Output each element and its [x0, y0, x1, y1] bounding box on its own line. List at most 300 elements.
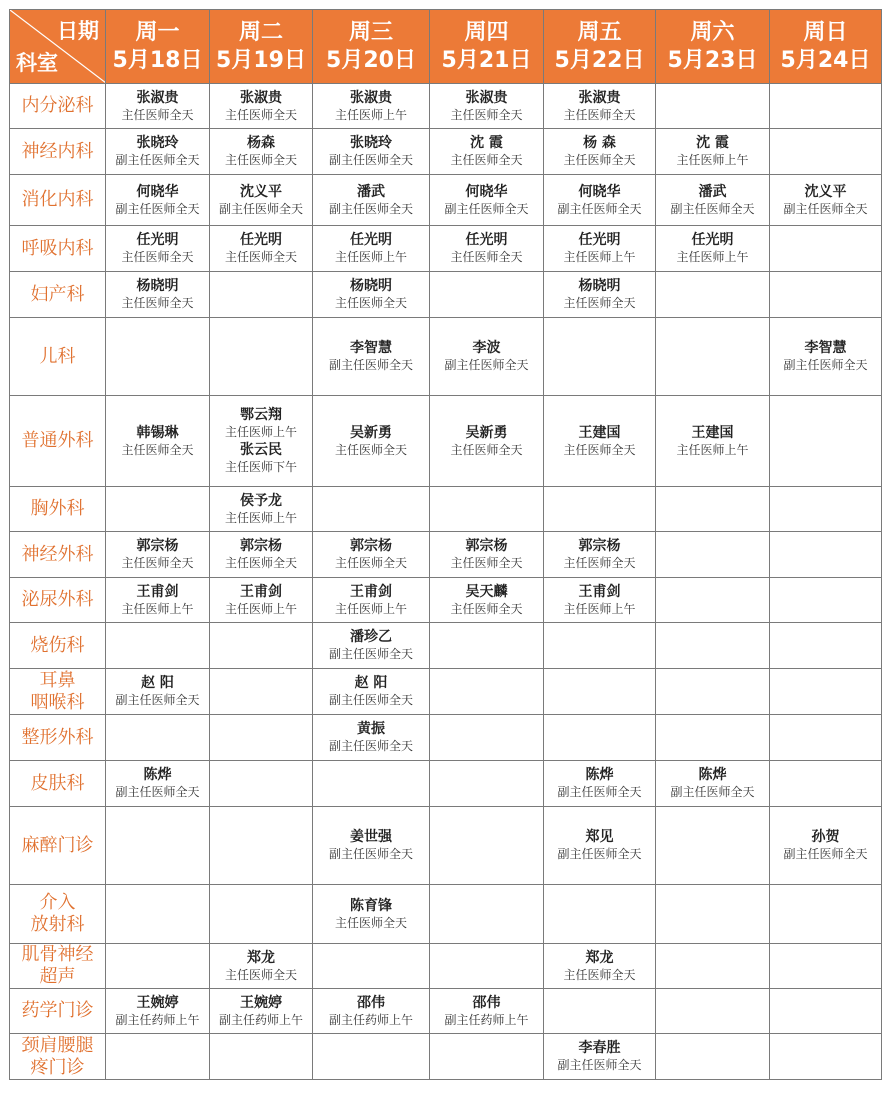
doctor-name: 沈 霞 — [470, 135, 503, 151]
weekday-label: 周二 — [238, 19, 283, 45]
schedule-cell — [106, 715, 210, 761]
doctor-name: 郭宗杨 — [136, 538, 179, 554]
schedule-cell — [106, 578, 210, 623]
schedule-cell — [430, 807, 544, 885]
department-name: 普通外科 — [21, 430, 94, 451]
schedule-cell — [770, 989, 882, 1034]
doctor-entry — [106, 277, 209, 312]
doctor-title: 主任医师全天 — [334, 296, 407, 310]
schedule-cell — [106, 669, 210, 715]
schedule-cell — [656, 175, 770, 226]
doctor-entry — [770, 828, 881, 863]
schedule-cell — [430, 715, 544, 761]
dept-label: 科室 — [16, 51, 58, 75]
doctor-entry — [313, 628, 429, 663]
schedule-cell — [430, 989, 544, 1034]
date-value: 5月18日 — [112, 47, 203, 73]
department-cell — [10, 532, 106, 578]
table-row — [10, 272, 882, 318]
schedule-cell — [544, 944, 656, 989]
schedule-cell — [656, 318, 770, 396]
doctor-name: 鄂云翔 — [240, 407, 282, 423]
department-cell — [10, 226, 106, 272]
department-name: 皮肤科 — [30, 772, 85, 794]
doctor-name: 王甫剑 — [240, 583, 282, 600]
doctor-title: 副主任医师全天 — [557, 847, 642, 861]
doctor-name: 吴新勇 — [465, 424, 508, 441]
schedule-cell — [770, 715, 882, 761]
doctor-entry — [544, 828, 655, 863]
doctor-entry — [313, 994, 429, 1029]
department-name: 颈肩腰腿 — [21, 1034, 94, 1056]
doctor-entry — [313, 897, 429, 932]
schedule-cell — [656, 487, 770, 532]
department-cell — [10, 129, 106, 175]
date-value: 5月23日 — [667, 47, 758, 73]
doctor-name: 沈 霞 — [696, 135, 729, 151]
department-name: 超声 — [39, 966, 76, 987]
table-row — [10, 807, 882, 885]
department-cell — [10, 175, 106, 226]
table-row — [10, 1034, 882, 1080]
department-cell — [10, 318, 106, 396]
doctor-title: 副主任医师全天 — [783, 358, 868, 372]
doctor-entry — [313, 674, 429, 709]
doctor-name: 张晓玲 — [136, 135, 179, 151]
schedule-cell — [106, 1034, 210, 1080]
doctor-title: 主任医师上午 — [563, 250, 636, 264]
doctor-name: 陈育锋 — [350, 897, 392, 914]
schedule-cell — [313, 84, 430, 129]
doctor-entry — [430, 134, 543, 169]
schedule-cell — [210, 623, 313, 669]
schedule-cell — [544, 487, 656, 532]
doctor-name: 赵 阳 — [141, 675, 174, 691]
doctor-entry — [210, 183, 312, 218]
schedule-cell — [770, 807, 882, 885]
doctor-entry — [544, 424, 655, 459]
department-name: 烧伤科 — [30, 634, 85, 656]
schedule-cell — [656, 226, 770, 272]
doctor-name: 李春胜 — [578, 1040, 621, 1056]
department-name: 咽喉科 — [30, 691, 85, 713]
doctor-title: 副主任医师全天 — [328, 847, 413, 861]
schedule-cell — [770, 487, 882, 532]
doctor-title: 主任医师上午 — [563, 601, 636, 616]
doctor-title: 主任医师全天 — [563, 556, 636, 570]
department-name: 药学门诊 — [21, 1000, 94, 1021]
schedule-cell — [210, 84, 313, 129]
schedule-cell — [313, 129, 430, 175]
schedule-cell — [544, 761, 656, 807]
department-name: 放射科 — [30, 914, 85, 935]
doctor-entry — [313, 339, 429, 374]
doctor-name: 孙贺 — [811, 829, 840, 845]
doctor-title: 副主任医师全天 — [670, 785, 755, 799]
doctor-entry — [106, 674, 209, 709]
doctor-title: 主任医师全天 — [563, 296, 636, 310]
weekday-label: 周六 — [690, 19, 735, 45]
doctor-entry — [544, 949, 655, 984]
doctor-name: 任光明 — [350, 232, 392, 248]
doctor-name: 潘珍乙 — [350, 629, 392, 645]
doctor-entry — [210, 949, 312, 984]
doctor-name: 黄振 — [357, 721, 385, 737]
doctor-entry — [656, 231, 769, 266]
department-name: 神经内科 — [21, 140, 94, 162]
schedule-cell — [313, 623, 430, 669]
schedule-cell — [313, 396, 430, 487]
doctor-title: 主任医师上午 — [676, 153, 749, 167]
schedule-cell — [430, 944, 544, 989]
doctor-name: 张淑贵 — [240, 89, 282, 106]
schedule-cell — [770, 578, 882, 623]
department-cell — [10, 761, 106, 807]
department-cell — [10, 807, 106, 885]
doctor-entry — [106, 134, 209, 169]
doctor-entry — [430, 994, 543, 1029]
doctor-entry — [313, 424, 429, 459]
schedule-cell — [210, 669, 313, 715]
doctor-name: 韩锡琳 — [136, 424, 179, 441]
doctor-title: 主任医师全天 — [334, 915, 407, 930]
doctor-title: 主任医师全天 — [334, 442, 407, 457]
schedule-cell — [770, 175, 882, 226]
doctor-title: 副主任医师全天 — [557, 785, 642, 799]
doctor-entry — [770, 339, 881, 374]
schedule-cell — [656, 84, 770, 129]
table-row — [10, 761, 882, 807]
doctor-title: 主任医师全天 — [450, 601, 523, 616]
doctor-entry — [656, 134, 769, 169]
schedule-cell — [544, 318, 656, 396]
weekday-label: 周四 — [464, 19, 509, 45]
doctor-entry — [313, 183, 429, 218]
department-cell — [10, 944, 106, 989]
schedule-cell — [656, 1034, 770, 1080]
schedule-cell — [430, 396, 544, 487]
schedule-cell — [313, 715, 430, 761]
date-value: 5月20日 — [326, 47, 416, 73]
schedule-cell — [313, 578, 430, 623]
schedule-cell — [430, 578, 544, 623]
schedule-cell — [210, 318, 313, 396]
schedule-cell — [544, 226, 656, 272]
schedule-cell — [430, 623, 544, 669]
schedule-cell — [430, 129, 544, 175]
doctor-title: 副主任医师全天 — [328, 647, 413, 661]
doctor-entry — [544, 766, 655, 801]
doctor-name: 郑龙 — [247, 949, 275, 966]
table-row — [10, 84, 882, 129]
doctor-entry — [430, 231, 543, 266]
doctor-name: 何晓华 — [578, 183, 621, 200]
schedule-cell — [430, 532, 544, 578]
schedule-cell — [106, 944, 210, 989]
doctor-title: 主任医师上午 — [224, 510, 297, 525]
schedule-cell — [544, 532, 656, 578]
doctor-entry — [210, 406, 312, 441]
doctor-name: 陈烨 — [698, 767, 727, 783]
schedule-cell — [430, 885, 544, 944]
schedule-cell — [770, 1034, 882, 1080]
schedule-cell — [106, 226, 210, 272]
day-header — [106, 10, 210, 84]
schedule-cell — [313, 885, 430, 944]
schedule-cell — [770, 272, 882, 318]
doctor-entry — [544, 231, 655, 266]
schedule-cell — [770, 532, 882, 578]
doctor-name: 杨 森 — [583, 135, 616, 151]
schedule-cell — [770, 885, 882, 944]
doctor-title: 主任医师全天 — [224, 153, 297, 167]
schedule-cell — [770, 944, 882, 989]
doctor-title: 主任医师全天 — [563, 967, 636, 982]
schedule-cell — [313, 944, 430, 989]
department-cell — [10, 885, 106, 944]
department-cell — [10, 715, 106, 761]
doctor-title: 副主任医师全天 — [557, 1058, 642, 1072]
doctor-entry — [106, 183, 209, 218]
schedule-cell — [210, 761, 313, 807]
doctor-title: 主任医师上午 — [676, 250, 749, 264]
doctor-title: 主任医师上午 — [224, 425, 297, 439]
schedule-cell — [106, 761, 210, 807]
doctor-title: 主任医师全天 — [563, 153, 636, 167]
doctor-entry — [313, 89, 429, 124]
doctor-entry — [544, 134, 655, 169]
doctor-name: 沈义平 — [240, 183, 282, 200]
doctor-title: 主任医师全天 — [121, 442, 194, 457]
doctor-entry — [544, 89, 655, 124]
corner-header — [10, 10, 106, 84]
doctor-entry — [544, 583, 655, 618]
doctor-title: 主任医师全天 — [224, 250, 297, 264]
doctor-entry — [544, 537, 655, 572]
doctor-entry — [106, 537, 209, 572]
table-row — [10, 226, 882, 272]
doctor-entry — [544, 277, 655, 312]
doctor-entry — [210, 89, 312, 124]
doctor-title: 主任医师上午 — [334, 250, 407, 264]
doctor-name: 王甫剑 — [578, 583, 621, 600]
doctor-title: 副主任医师全天 — [557, 201, 642, 216]
weekday-label: 周日 — [803, 19, 848, 45]
department-name: 疼门诊 — [30, 1056, 85, 1078]
header-row — [10, 10, 882, 84]
doctor-entry — [544, 183, 655, 218]
doctor-name: 任光明 — [578, 232, 621, 248]
doctor-name: 邵伟 — [357, 994, 385, 1011]
schedule-cell — [313, 175, 430, 226]
schedule-cell — [770, 226, 882, 272]
department-name: 儿科 — [39, 345, 76, 367]
doctor-title: 副主任药师上午 — [115, 1012, 200, 1027]
doctor-title: 主任医师全天 — [224, 556, 297, 570]
schedule-cell — [210, 989, 313, 1034]
doctor-name: 郑龙 — [585, 949, 614, 966]
doctor-entry — [430, 424, 543, 459]
department-name: 整形外科 — [21, 726, 94, 748]
schedule-cell — [770, 129, 882, 175]
table-row — [10, 989, 882, 1034]
schedule-cell — [770, 396, 882, 487]
doctor-title: 主任医师上午 — [676, 442, 749, 457]
doctor-name: 陈烨 — [585, 767, 614, 783]
schedule-cell — [430, 669, 544, 715]
schedule-cell — [106, 623, 210, 669]
doctor-entry — [106, 994, 209, 1029]
doctor-title: 副主任药师上午 — [218, 1012, 303, 1027]
day-header — [430, 10, 544, 84]
doctor-name: 张淑贵 — [136, 89, 179, 106]
doctor-entry — [430, 339, 543, 374]
doctor-entry — [210, 492, 312, 527]
doctor-name: 侯予龙 — [240, 492, 282, 509]
doctor-title: 主任医师全天 — [450, 442, 523, 457]
doctor-name: 吴天麟 — [465, 583, 508, 600]
doctor-title: 副主任医师全天 — [115, 693, 200, 707]
doctor-name: 任光明 — [136, 232, 179, 248]
schedule-cell — [430, 1034, 544, 1080]
doctor-title: 副主任医师全天 — [328, 739, 413, 753]
doctor-name: 王建国 — [691, 424, 734, 441]
schedule-cell — [210, 807, 313, 885]
doctor-entry — [313, 828, 429, 863]
schedule-cell — [656, 129, 770, 175]
doctor-entry — [106, 766, 209, 801]
doctor-name: 王婉婷 — [240, 994, 282, 1011]
doctor-title: 副主任医师全天 — [328, 153, 413, 167]
doctor-title: 副主任医师全天 — [115, 153, 200, 167]
doctor-name: 王甫剑 — [136, 583, 179, 600]
schedule-cell — [313, 989, 430, 1034]
doctor-title: 主任医师全天 — [563, 107, 636, 122]
table-row — [10, 129, 882, 175]
date-value: 5月19日 — [216, 47, 306, 73]
department-name: 肌骨神经 — [21, 944, 94, 965]
doctor-name: 赵 阳 — [354, 675, 388, 691]
doctor-name: 王甫剑 — [350, 583, 392, 600]
schedule-cell — [544, 807, 656, 885]
table-row — [10, 669, 882, 715]
doctor-title: 副主任药师上午 — [444, 1012, 529, 1027]
table-row — [10, 396, 882, 487]
schedule-cell — [430, 272, 544, 318]
schedule-cell — [430, 175, 544, 226]
schedule-cell — [210, 885, 313, 944]
doctor-entry — [656, 766, 769, 801]
doctor-name: 任光明 — [465, 232, 508, 248]
doctor-name: 陈烨 — [143, 767, 172, 783]
table-row — [10, 318, 882, 396]
doctor-entry — [313, 537, 429, 572]
schedule-cell — [430, 84, 544, 129]
department-cell — [10, 1034, 106, 1080]
schedule-cell — [106, 885, 210, 944]
schedule-cell — [106, 532, 210, 578]
doctor-title: 副主任药师上午 — [328, 1012, 413, 1027]
schedule-cell — [313, 487, 430, 532]
day-header — [313, 10, 430, 84]
doctor-name: 杨森 — [247, 135, 275, 151]
schedule-cell — [544, 84, 656, 129]
doctor-name: 杨晓明 — [350, 278, 392, 294]
schedule-cell — [210, 129, 313, 175]
schedule-body — [10, 84, 882, 1080]
table-row — [10, 175, 882, 226]
doctor-title: 主任医师全天 — [563, 442, 636, 457]
schedule-cell — [106, 84, 210, 129]
doctor-entry — [656, 183, 769, 218]
doctor-entry — [770, 183, 881, 218]
schedule-cell — [210, 1034, 313, 1080]
table-row — [10, 623, 882, 669]
doctor-name: 郑见 — [585, 829, 614, 845]
doctor-entry — [210, 583, 312, 618]
doctor-title: 主任医师上午 — [334, 601, 407, 616]
department-name: 呼吸内科 — [21, 237, 94, 259]
department-name: 介入 — [39, 892, 76, 913]
doctor-entry — [430, 537, 543, 572]
doctor-name: 任光明 — [691, 232, 734, 248]
doctor-title: 副主任医师全天 — [328, 693, 413, 707]
weekday-label: 周一 — [135, 19, 180, 45]
schedule-cell — [106, 807, 210, 885]
doctor-title: 主任医师全天 — [121, 296, 194, 310]
schedule-cell — [770, 669, 882, 715]
doctor-entry — [210, 134, 312, 169]
department-cell — [10, 989, 106, 1034]
doctor-title: 主任医师全天 — [121, 250, 194, 264]
doctor-entry — [106, 583, 209, 618]
day-header — [210, 10, 313, 84]
weekday-label: 周三 — [348, 19, 393, 45]
table-row — [10, 885, 882, 944]
department-name: 耳鼻 — [39, 669, 76, 691]
doctor-title: 副主任医师全天 — [328, 201, 413, 216]
schedule-cell — [106, 318, 210, 396]
schedule-cell — [210, 944, 313, 989]
day-header — [656, 10, 770, 84]
schedule-cell — [106, 396, 210, 487]
schedule-cell — [656, 532, 770, 578]
doctor-entry — [544, 1039, 655, 1074]
department-cell — [10, 396, 106, 487]
doctor-title: 副主任医师全天 — [444, 358, 529, 372]
doctor-title: 副主任医师全天 — [783, 201, 868, 216]
schedule-cell — [106, 989, 210, 1034]
schedule-cell — [544, 885, 656, 944]
doctor-name: 张淑贵 — [465, 89, 508, 106]
schedule-cell — [430, 226, 544, 272]
doctor-entry — [313, 720, 429, 755]
department-cell — [10, 623, 106, 669]
doctor-title: 副主任医师全天 — [328, 358, 413, 372]
schedule-cell — [313, 532, 430, 578]
doctor-title: 主任医师全天 — [224, 107, 297, 122]
schedule-cell — [210, 396, 313, 487]
schedule-cell — [656, 715, 770, 761]
doctor-name: 王婉婷 — [136, 994, 179, 1011]
doctor-entry — [430, 583, 543, 618]
schedule-cell — [656, 807, 770, 885]
schedule-cell — [656, 272, 770, 318]
schedule-cell — [106, 175, 210, 226]
doctor-entry — [313, 277, 429, 312]
schedule-cell — [656, 944, 770, 989]
doctor-title: 副主任医师全天 — [115, 201, 200, 216]
